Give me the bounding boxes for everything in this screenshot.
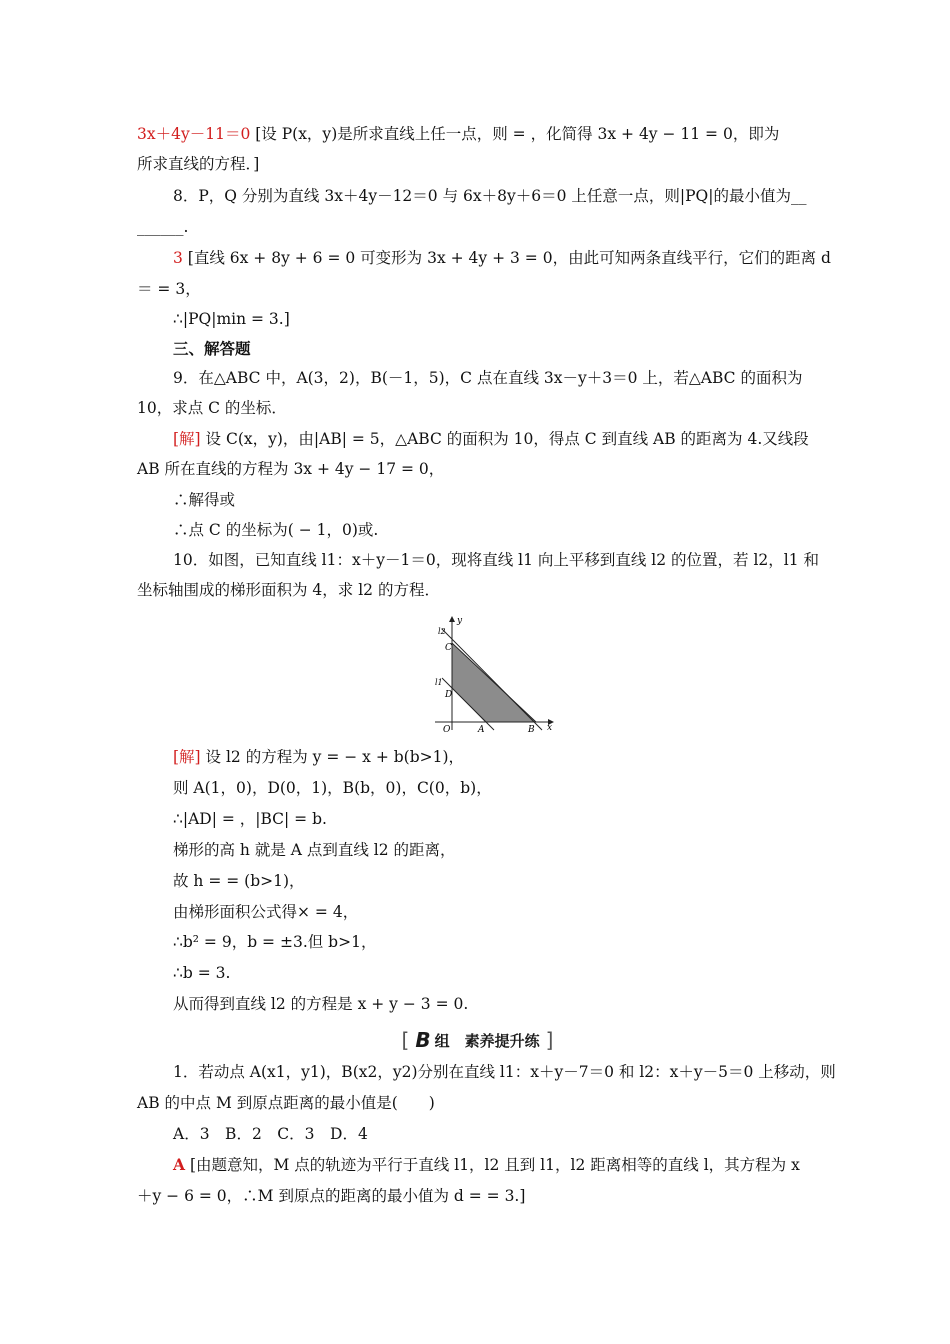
line-6: ＝ = 3， xyxy=(137,280,201,298)
line-24: ∴b = 3. xyxy=(173,964,231,982)
line-11 xyxy=(173,428,853,450)
line-20: 梯形的高 h 就是 A 点到直线 l2 的距离， xyxy=(173,841,456,859)
line-25: 从而得到直线 l2 的方程是 x + y − 3 = 0. xyxy=(173,995,469,1013)
question-b1: 1．若动点 A(x1，y1)，B(x2，y2)分别在直线 l1：x＋y－7＝0 和 l2：x＋y－5＝0 上移动，则 xyxy=(173,1063,836,1081)
line-12: AB 所在直线的方程为 3x + 4y − 17 = 0， xyxy=(137,460,445,478)
banner-label: 组 素养提升练 xyxy=(434,1031,540,1050)
question-10-cont: 坐标轴围成的梯形面积为 4，求 l2 的方程． xyxy=(137,581,440,599)
line-29 xyxy=(173,1154,853,1176)
point-b-label: B xyxy=(528,725,535,734)
point-c-label: C xyxy=(445,643,452,653)
solution-tag-q10: [解] xyxy=(173,748,201,766)
question-9-cont: 10，求点 C 的坐标． xyxy=(137,399,287,417)
answer-q7: 3x＋4y－11＝0 xyxy=(137,125,251,143)
solution-q10: 设 l2 的方程为 y = − x + b(b>1)， xyxy=(200,748,465,766)
line-21: 故 h = = (b>1)， xyxy=(173,872,305,890)
line-7: ∴|PQ|min = 3.] xyxy=(173,310,290,328)
section-heading: 三、解答题 xyxy=(173,339,251,358)
question-b1-cont: AB 的中点 M 到原点距离的最小值是( ) xyxy=(137,1094,435,1112)
group-b-banner xyxy=(375,1026,580,1054)
line-30: ＋y − 6 = 0，∴M 到原点的距离的最小值为 d = = 3.] xyxy=(137,1187,526,1205)
line-5 xyxy=(173,247,853,269)
line-18: 则 A(1，0)，D(0，1)，B(b，0)，C(0，b)， xyxy=(173,779,492,797)
line-23: ∴b² = 9，b = ±3.但 b>1， xyxy=(173,933,377,951)
question-8: 8．P，Q 分别为直线 3x＋4y－12＝0 与 6x＋8y＋6＝0 上任意一点，则|PQ|的最小值为__ xyxy=(173,187,807,205)
line-13: ∴解得或 xyxy=(173,491,236,509)
group-b-icon: B xyxy=(415,1028,431,1052)
l1-label: l1 xyxy=(435,678,443,687)
point-d-label: D xyxy=(445,690,453,700)
line-2: 所求直线的方程．] xyxy=(137,155,260,173)
banner-left-bracket: [ xyxy=(401,1028,410,1052)
l2-label: l2 xyxy=(438,627,446,636)
explanation-q7: [设 P(x，y)是所求直线上任一点，则 = ，化简得 3x + 4y − 11 = 0，即为 xyxy=(250,125,780,143)
banner-right-bracket: ] xyxy=(545,1028,554,1052)
question-b1-options: A．3 B．2 C．3 D．4 xyxy=(173,1125,368,1143)
question-10: 10．如图，已知直线 l1：x＋y－1＝0，现将直线 l1 向上平移到直线 l2 的位置，若 l2，l1 和 xyxy=(173,551,820,569)
solution-tag-q9: [解] xyxy=(173,430,201,448)
y-arrow xyxy=(449,616,455,622)
question-9: 9．在△ABC 中，A(3，2)，B(－1，5)，C 点在直线 3x－y＋3＝0 上，若△ABC 的面积为 xyxy=(173,369,803,387)
line-19: ∴|AD| = ，|BC| = b. xyxy=(173,810,327,828)
question-8-blank: ______. xyxy=(137,218,189,236)
y-label: y xyxy=(457,616,463,626)
explanation-q8: [直线 6x + 8y + 6 = 0 可变形为 3x + 4y + 3 = 0，由此可知两条直线平行，它们的距离 d xyxy=(182,249,831,267)
solution-q9: 设 C(x，y)，由|AB| = 5，△ABC 的面积为 10，得点 C 到直线 AB 的距离为 4.又线段 xyxy=(200,430,809,448)
line-22: 由梯形面积公式得× = 4， xyxy=(173,903,359,921)
origin-label: O xyxy=(443,725,451,734)
explanation-b1: [由题意知，M 点的轨迹为平行于直线 l1，l2 且到 l1，l2 距离相等的直线 l，其方程为 x xyxy=(185,1156,800,1174)
trapezoid-figure xyxy=(430,612,560,734)
answer-b1: A xyxy=(173,1155,186,1174)
answer-q8: 3 xyxy=(173,249,183,267)
line-1 xyxy=(137,123,817,145)
x-label: x xyxy=(547,723,553,733)
point-a-label: A xyxy=(478,725,485,734)
line-14: ∴点 C 的坐标为( − 1，0)或. xyxy=(173,521,379,539)
line-17 xyxy=(173,746,853,768)
